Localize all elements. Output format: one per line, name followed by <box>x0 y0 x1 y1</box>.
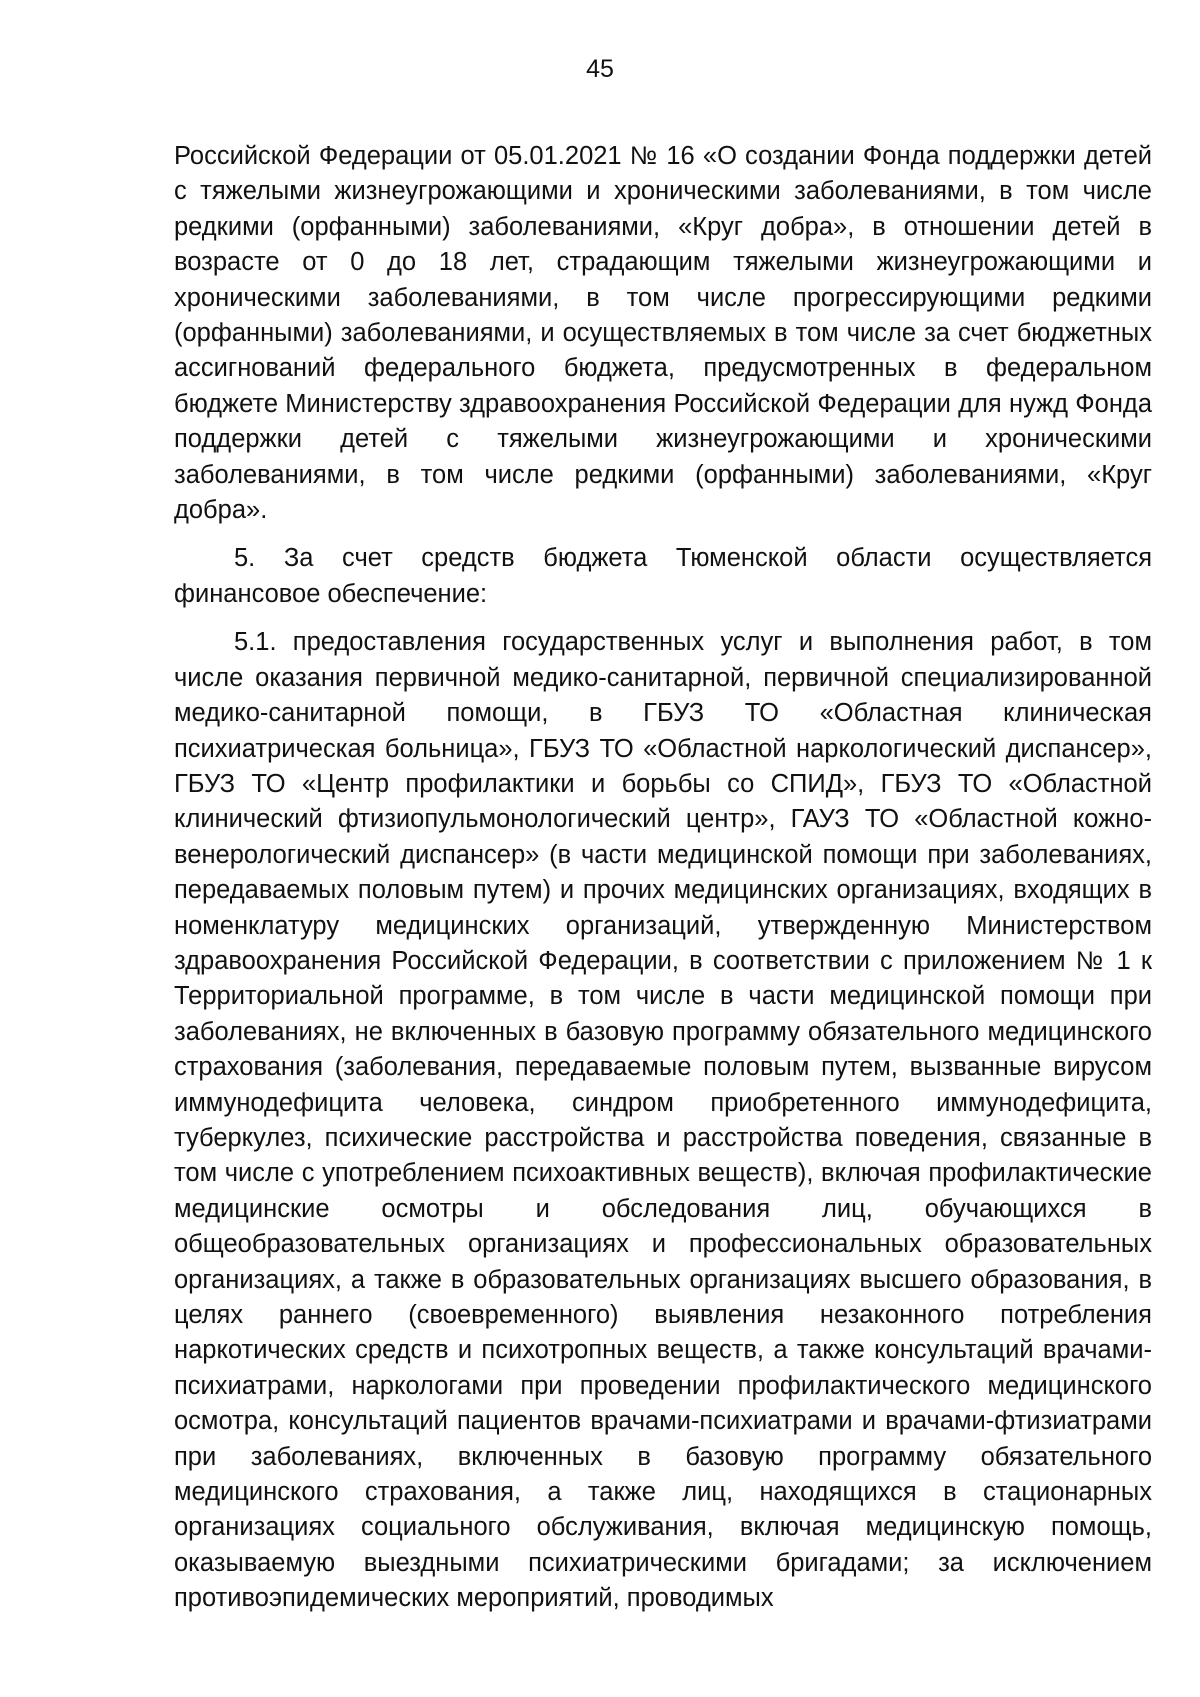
paragraph-continuation: Российской Федерации от 05.01.2021 № 16 «О создании Фонда поддержки детей с тяжелыми жизнеугрожающими и хроническими заболеваниями, в том числе редкими (орфанными) заболеваниями, «Круг добра», в отношении детей в возрасте от 0 до 18 лет, страдающим тяжелыми жизнеугрожающими и хроническими заболеваниями, в том числе прогрессирующими редкими (орфанными) заболеваниями, и осуществляемых в том числе за счет бюджетных ассигнований федерального бюджета, предусмотренных в федеральном бюджете Министерству здравоохранения Российской Федерации для нужд Фонда поддержки детей с тяжелыми жизнеугрожающими и хроническими заболеваниями, в том числе редкими (орфанными) заболеваниями, «Круг добра». <box>174 142 1152 525</box>
page-number: 45 <box>586 55 614 83</box>
paragraph-item-5: 5. За счет средств бюджета Тюменской области осуществляется финансовое обеспечение: <box>174 544 1152 608</box>
document-body <box>174 139 1152 1617</box>
paragraph-item-5-1: 5.1. предоставления государственных услуг и выполнения работ, в том числе оказания первичной медико-санитарной, первичной специализированной медико-санитарной помощи, в ГБУЗ ТО «Областная клиническая психиатрическая больница», ГБУЗ ТО «Областной наркологический диспансер», ГБУЗ ТО «Центр профилактики и борьбы со СПИД», ГБУЗ ТО «Областной клинический фтизиопульмонологический центр», ГАУЗ ТО «Областной кожно-венерологический диспансер» (в части медицинской помощи при заболеваниях, передаваемых половым путем) и прочих медицинских организациях, входящих в номенклатуру медицинских организаций, утвержденную Министерством здравоохранения Российской Федерации, в соответствии с приложением № 1 к Территориальной программе, в том числе в части медицинской помощи при заболеваниях, не включенных в базовую программу обязательного медицинского страхования (заболевания, передаваемые половым путем, вызванные вирусом иммунодефицита человека, синдром приобретенного иммунодефицита, туберкулез, психические расстройства и расстройства поведения, связанные в том числе с употреблением психоактивных веществ), включая профилактические медицинские осмотры и обследования лиц, обучающихся в общеобразовательных организациях и профессиональных образовательных организациях, а также в образовательных организациях высшего образования, в целях раннего (своевременного) выявления незаконного потребления наркотических средств и психотропных веществ, а также консультаций врачами-психиатрами, наркологами при проведении профилактического медицинского осмотра, консультаций пациентов врачами-психиатрами и врачами-фтизиатрами при заболеваниях, включенных в базовую программу обязательного медицинского страхования, а также лиц, находящихся в стационарных организациях социального обслуживания, включая медицинскую помощь, оказываемую выездными психиатрическими бригадами; за исключением противоэпидемических мероприятий, проводимых <box>174 628 1152 1613</box>
